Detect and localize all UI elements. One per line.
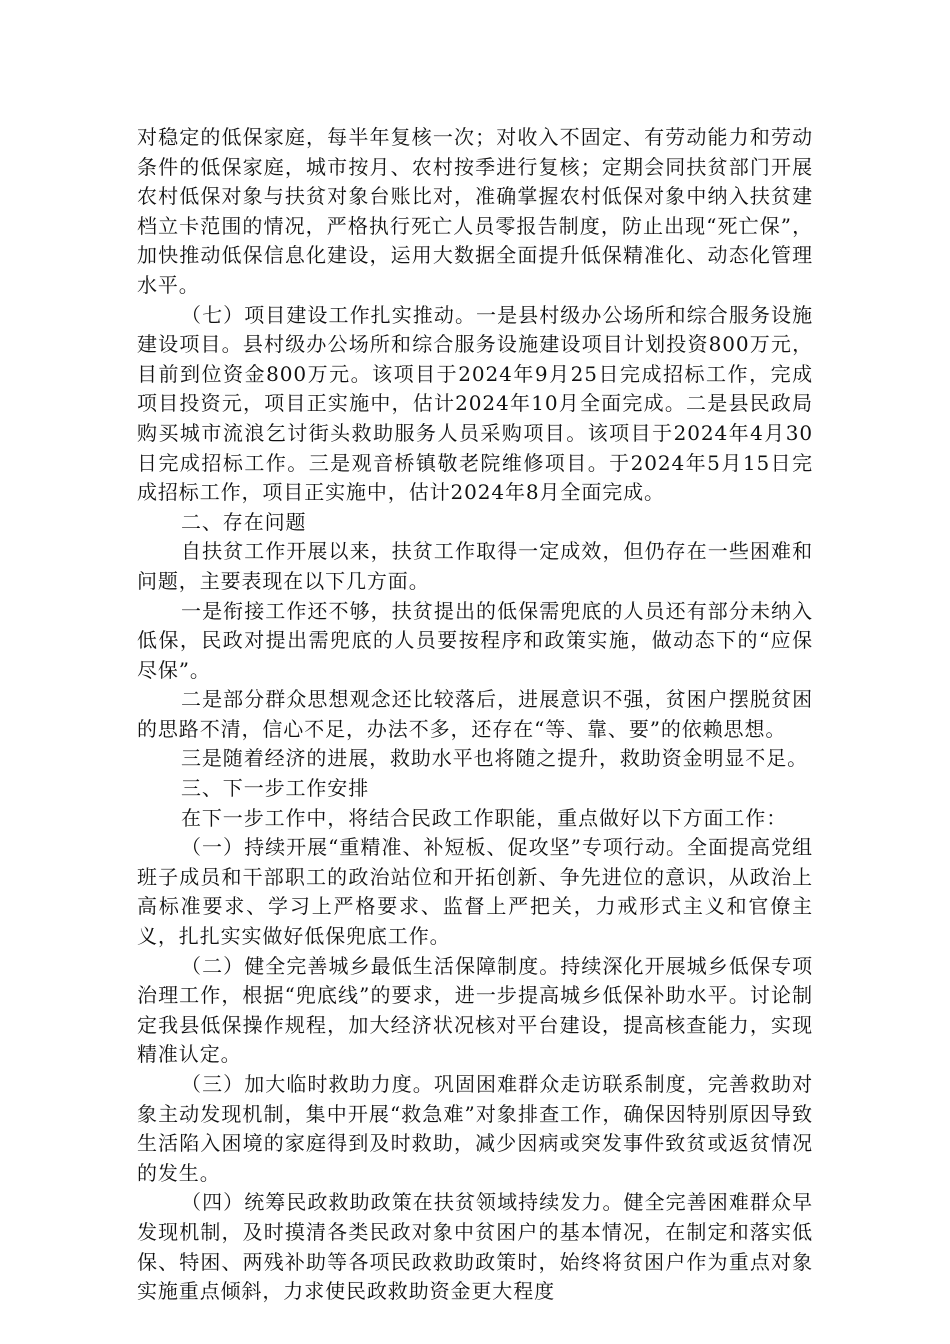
- paragraph: （三）加大临时救助力度。巩固困难群众走访联系制度，完善救助对象主动发现机制，集中开展“救急难”对象排查工作，确保因特别原因导致生活陷入困境的家庭得到及时救助，减少因病或突发事件致贫或返贫情况的发生。: [137, 1072, 813, 1185]
- section-heading: 二、存在问题: [181, 509, 307, 534]
- document-page: [137, 123, 813, 1307]
- paragraph: （七）项目建设工作扎实推动。一是县村级办公场所和综合服务设施建设项目。县村级办公场所和综合服务设施建设项目计划投资800万元，目前到位资金800万元。该项目于2024年9月25日完成招标工作，完成项目投资元，项目正实施中，估计2024年10月全面完成。二是县民政局购买城市流浪乞讨街头救助服务人员采购项目。该项目于2024年4月30日完成招标工作。三是观音桥镇敬老院维修项目。于2024年5月15日完成招标工作，项目正实施中，估计2024年8月全面完成。: [137, 302, 813, 505]
- paragraph: （四）统筹民政救助政策在扶贫领域持续发力。健全完善困难群众早发现机制，及时摸清各类民政对象中贫困户的基本情况，在制定和落实低保、特困、两残补助等各项民政救助政策时，始终将贫困户作为重点对象实施重点倾斜，力求使民政救助资金更大程度: [137, 1190, 813, 1304]
- paragraph: （一）持续开展“重精准、补短板、促攻坚”专项行动。全面提高党组班子成员和干部职工的政治站位和开拓创新、争先进位的意识，从政治上高标准要求、学习上严格要求、监督上严把关，力戒形式主义和官僚主义，扎扎实实做好低保兜底工作。: [137, 835, 813, 949]
- paragraph: 三是随着经济的进展，救助水平也将随之提升，救助资金明显不足。: [181, 746, 808, 771]
- section-heading: 三、下一步工作安排: [181, 776, 370, 801]
- paragraph: （二）健全完善城乡最低生活保障制度。持续深化开展城乡低保专项治理工作，根据“兜底线”的要求，进一步提高城乡低保补助水平。讨论制定我县低保操作规程，加大经济状况核对平台建设，提高核查能力，实现精准认定。: [137, 953, 813, 1067]
- paragraph: 二是部分群众思想观念还比较落后，进展意识不强，贫困户摆脱贫困的思路不清，信心不足，办法不多，还存在“等、靠、要”的依赖思想。: [137, 687, 813, 741]
- paragraph: 一是衔接工作还不够，扶贫提出的低保需兜底的人员还有部分未纳入低保，民政对提出需兜底的人员要按程序和政策实施，做动态下的“应保尽保”。: [137, 598, 813, 682]
- paragraph: 对稳定的低保家庭，每半年复核一次；对收入不固定、有劳动能力和劳动条件的低保家庭，城市按月、农村按季进行复核；定期会同扶贫部门开展农村低保对象与扶贫对象台账比对，准确掌握农村低保对象中纳入扶贫建档立卡范围的情况，严格执行死亡人员零报告制度，防止出现“死亡保”，加快推动低保信息化建设，运用大数据全面提升低保精准化、动态化管理水平。: [137, 125, 813, 297]
- paragraph: 在下一步工作中，将结合民政工作职能，重点做好以下方面工作：: [181, 805, 788, 830]
- paragraph: 自扶贫工作开展以来，扶贫工作取得一定成效，但仍存在一些困难和问题，主要表现在以下几方面。: [137, 539, 813, 593]
